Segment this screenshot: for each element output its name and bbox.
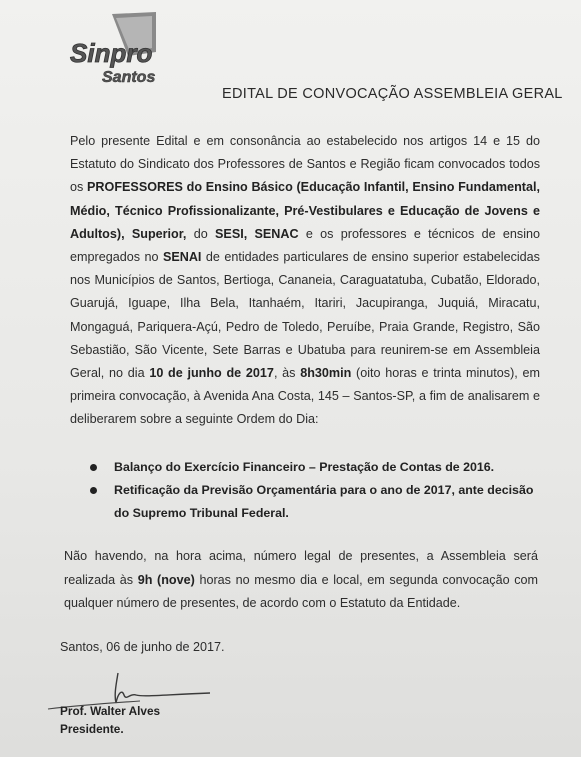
text-span: e os professores e técnicos de ensino empregados no	[70, 226, 541, 265]
bullet-icon	[90, 487, 97, 494]
agenda-item	[88, 479, 538, 525]
text-span: , às	[273, 366, 301, 381]
bold-span: PROFESSORES do Ensino Básico (Educação Infantil, Ensino Fundamental, Médio, Técnico Profissionalizante, Pré-Vestibulares e Educação de Jovens e Adultos), Superior,	[70, 180, 540, 241]
bold-span: SESI, SENAC	[215, 226, 299, 241]
document-title: EDITAL DE CONVOCAÇÃO ASSEMBLEIA GERAL	[222, 86, 563, 102]
convocation-paragraph	[70, 130, 540, 432]
sinpro-santos-logo	[68, 12, 178, 98]
bold-span: 10 de junho de 2017	[149, 366, 274, 381]
text-span: de entidades particulares de ensino superior estabelecidas nos Municípios de Santos, Bertioga, Cananeia, Caraguatatuba, Cubatão, Eldorado, Guarujá, Iguape, Ilha Bela, Itanhaém, Itariri, Jacupiranga, Juquiá, Miracatu, Mongaguá, Pariquera-Açú, Pedro de Toledo, Peruíbe, Praia Grande, Registro, São Sebastião, São Vicente, Sete Barras e Ubatuba para reunirem-se em Assembleia Geral, no dia	[70, 250, 540, 381]
closing-paragraph	[64, 545, 538, 616]
logo-line2: Santos	[102, 69, 156, 86]
signer-role: Presidente.	[60, 722, 124, 736]
agenda-list	[88, 456, 538, 525]
bold-span: 8h30min	[300, 366, 352, 381]
agenda-item	[88, 456, 538, 479]
text-span: do	[186, 226, 216, 241]
agenda-item-text: Retificação da Previsão Orçamentária para o ano de 2017, ante decisão do Supremo Tribunal Federal.	[114, 483, 534, 520]
bold-span: 9h (nove)	[137, 572, 195, 587]
logo-line1: Sinpro	[70, 38, 153, 68]
bold-span: SENAI	[162, 250, 202, 265]
signer-name: Prof. Walter Alves	[60, 704, 161, 718]
text-span: horas no mesmo dia e local, em segunda convocação com qualquer número de presentes, de acordo com o Estatuto da Entidade.	[64, 572, 538, 610]
agenda-item-text: Balanço do Exercício Financeiro – Prestação de Contas de 2016.	[114, 460, 495, 474]
text-span: Pelo presente Edital e em consonância ao estabelecido nos artigos 14 e 15 do Estatuto do Sindicato dos Professores de Santos e Região ficam convocados todos os	[70, 134, 540, 195]
text-span: Não havendo, na hora acima, número legal de presentes, a Assembleia será realizada às	[64, 549, 538, 587]
bullet-icon	[90, 464, 97, 471]
document-date: Santos, 06 de junho de 2017.	[60, 640, 225, 654]
text-span: (oito horas e trinta minutos), em primeira convocação, à Avenida Ana Costa, 145 – Santos-SP, a fim de analisarem e deliberarem sobre a seguinte Ordem do Dia:	[70, 366, 540, 427]
